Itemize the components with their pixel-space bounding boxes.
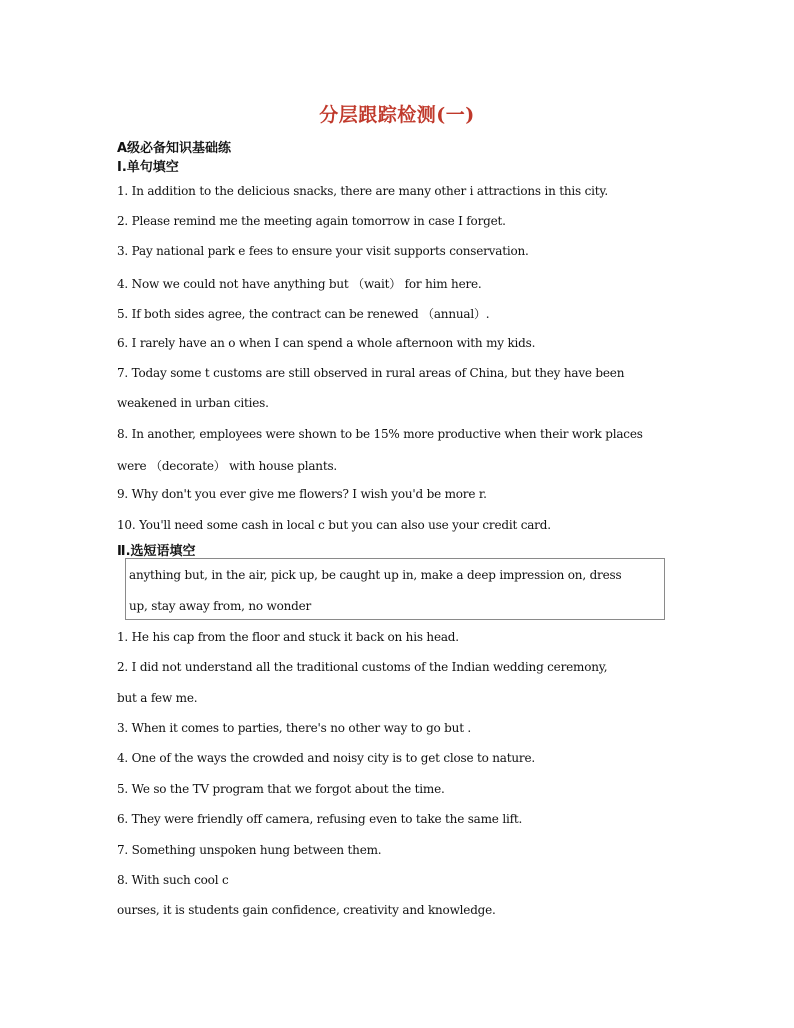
section-2-line: 2. I did not understand all the traditional customs of the Indian wedding ceremony, [117,660,608,674]
section-1-line: 1. In addition to the delicious snacks, there are many other i attractions in this city. [117,184,608,198]
section-2-line: 8. With such cool c [117,873,229,887]
section-1-line: 10. You'll need some cash in local c but you can also use your credit card. [117,518,551,532]
section-1-line: 7. Today some t customs are still observed in rural areas of China, but they have been [117,366,625,380]
section-1-line: 2. Please remind me the meeting again tomorrow in case I forget. [117,214,506,228]
level-a-heading: A级必备知识基础练 [117,141,232,156]
page-title: 分层跟踪检测(一) [319,104,475,126]
section-2-line: 5. We so the TV program that we forgot about the time. [117,782,445,796]
phrase-bank-box [125,558,665,620]
section-2-line: 6. They were friendly off camera, refusing even to take the same lift. [117,812,523,826]
section-1-line: 8. In another, employees were shown to be 15% more productive when their work places [117,427,643,441]
section-2-line: ourses, it is students gain confidence, creativity and knowledge. [117,903,496,917]
section-2-line: 4. One of the ways the crowded and noisy city is to get close to nature. [117,751,535,765]
section-1-line: 3. Pay national park e fees to ensure your visit supports conservation. [117,244,529,258]
section-1-line: were （decorate） with house plants. [117,459,338,473]
section-1-line: weakened in urban cities. [117,396,269,410]
section-2-title: Ⅱ.选短语填空 [117,544,196,559]
section-2-line: 1. He his cap from the floor and stuck it back on his head. [117,630,459,644]
phrase-bank-line: up, stay away from, no wonder [129,599,312,613]
section-2-line: but a few me. [117,691,198,705]
section-1-title: Ⅰ.单句填空 [117,160,179,175]
section-1-line: 6. I rarely have an o when I can spend a whole afternoon with my kids. [117,336,536,350]
section-1-line: 4. Now we could not have anything but （wait） for him here. [117,277,482,291]
section-1-line: 5. If both sides agree, the contract can be renewed （annual）. [117,307,490,321]
section-2-line: 7. Something unspoken hung between them. [117,843,382,857]
section-1-line: 9. Why don't you ever give me flowers? I wish you'd be more r. [117,487,487,501]
phrase-bank-line: anything but, in the air, pick up, be caught up in, make a deep impression on, dress [129,568,622,582]
section-2-line: 3. When it comes to parties, there's no other way to go but . [117,721,472,735]
